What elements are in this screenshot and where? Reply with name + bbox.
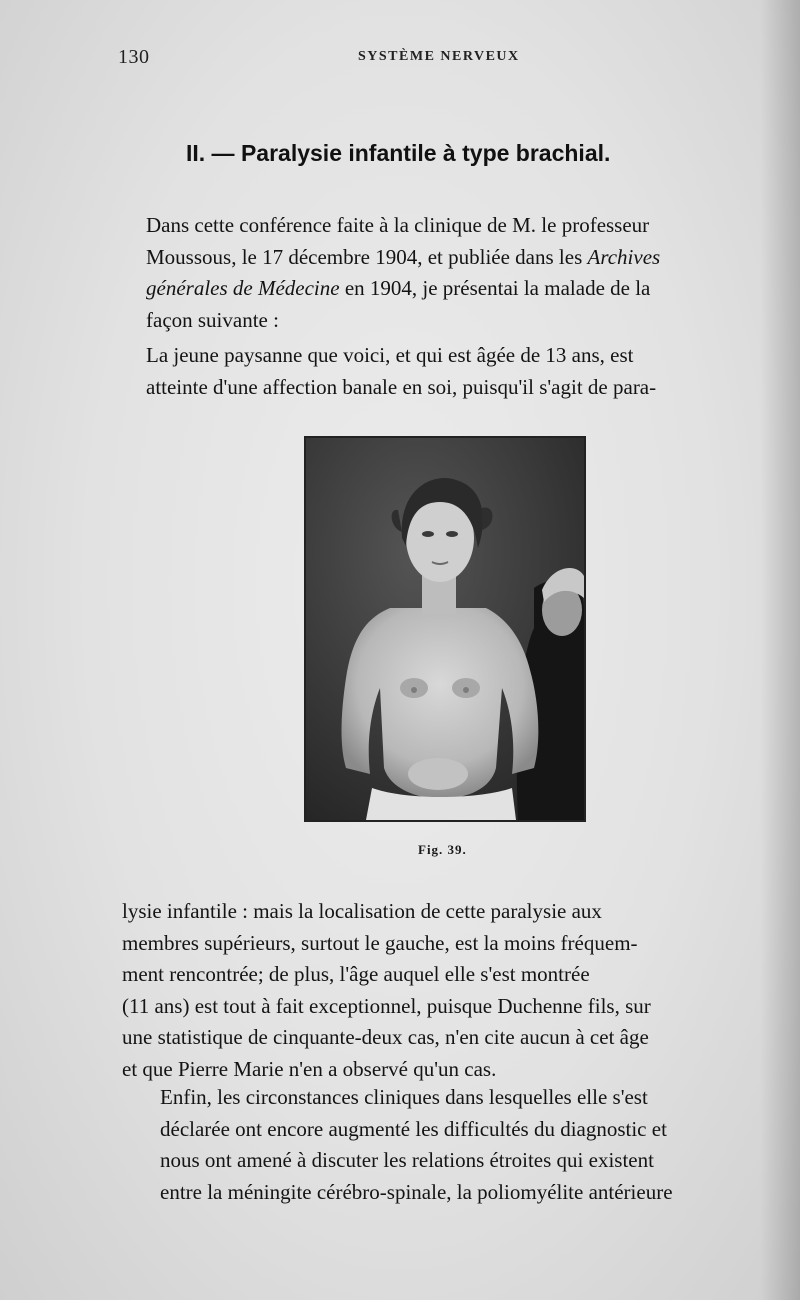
text-line: La jeune paysanne que voici, et qui est âgée de 13 ans, est — [146, 343, 634, 367]
text-line: lysie infantile : mais la localisation de cette paralysie aux — [122, 899, 602, 923]
running-head — [118, 46, 738, 70]
text-line: et que Pierre Marie n'en a observé qu'un cas. — [122, 1056, 497, 1081]
text-line: atteinte d'une affection banale en soi, puisqu'il s'agit de para- — [146, 374, 657, 399]
page-number: 130 — [118, 46, 150, 68]
text-line: une statistique de cinquante-deux cas, n'en cite aucun à cet âge — [122, 1025, 649, 1049]
text-run: Moussous, le 17 décembre 1904, et publiée dans les — [146, 244, 588, 269]
journal-title: générales de Médecine — [146, 276, 340, 300]
paragraph-2 — [122, 340, 762, 403]
text-line: membres supérieurs, surtout le gauche, est la moins fréquem- — [122, 930, 638, 955]
text-line: nous ont amené à discuter les relations étroites qui existent — [160, 1148, 654, 1172]
paragraph-4 — [122, 1082, 762, 1208]
page-edge-shadow — [760, 0, 800, 1300]
section-title: II. — Paralysie infantile à type brachial. — [186, 140, 611, 166]
text-line: (11 ans) est tout à fait exceptionnel, puisque Duchenne fils, sur — [122, 993, 651, 1018]
figure-photograph — [304, 436, 586, 822]
text-line: Enfin, les circonstances cliniques dans lesquelles elle s'est — [160, 1085, 648, 1109]
paragraph-1 — [122, 210, 762, 336]
figure-caption: Fig. 39. — [418, 842, 467, 857]
text-line — [122, 273, 762, 305]
running-head-title: SYSTÈME NERVEUX — [358, 49, 520, 64]
paragraph-3 — [122, 896, 762, 1085]
text-run: en 1904, je présentai la malade de la — [339, 276, 651, 300]
text-line — [122, 242, 762, 274]
text-line: façon suivante : — [146, 307, 279, 332]
text-line: entre la méningite cérébro-spinale, la poliomyélite antérieure — [160, 1179, 673, 1204]
journal-title: Archives — [587, 244, 661, 269]
text-line: ment rencontrée; de plus, l'âge auquel elle s'est montrée — [122, 962, 590, 986]
text-line: Dans cette conférence faite à la clinique de M. le professeur — [146, 213, 650, 237]
patient-photo-illustration — [306, 438, 584, 820]
text-line: déclarée ont encore augmenté les difficultés du diagnostic et — [160, 1116, 667, 1141]
